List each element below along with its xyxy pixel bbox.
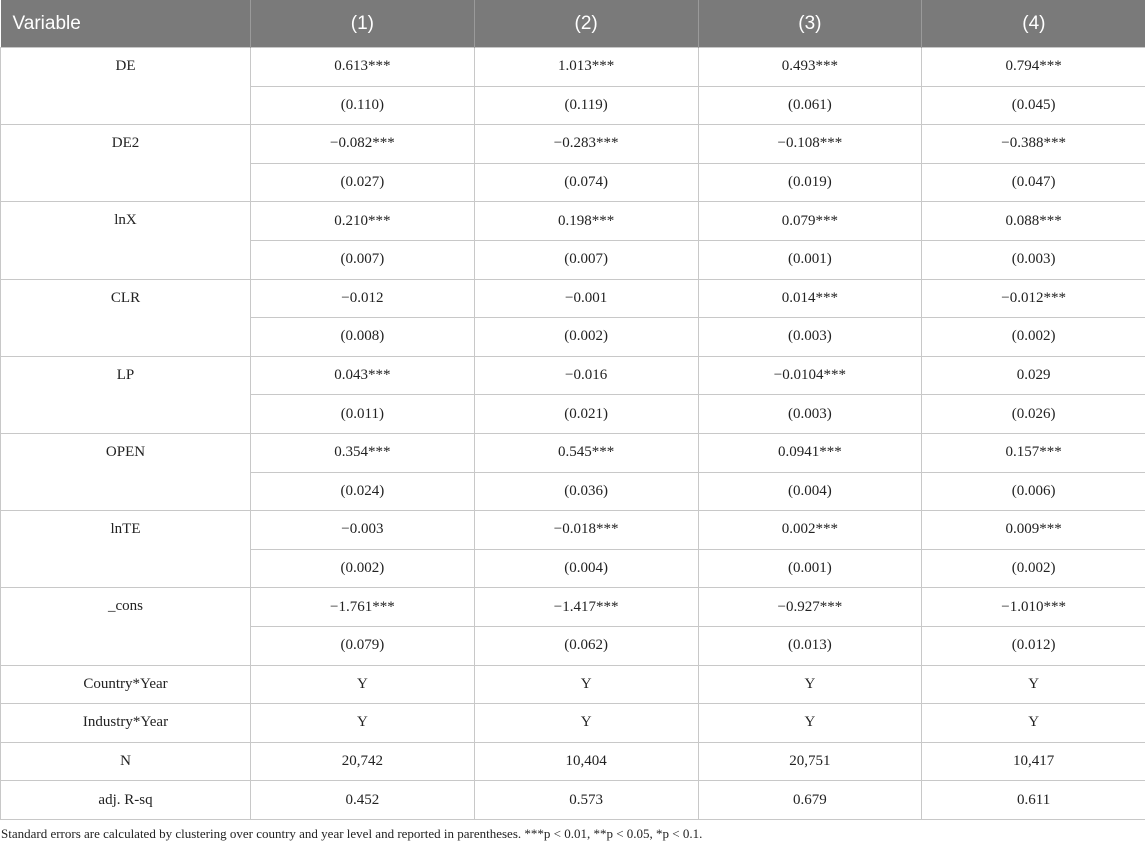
header-row xyxy=(1,0,1145,48)
coef-cell: −0.012 xyxy=(251,279,475,318)
coef-row xyxy=(1,125,1145,164)
coef-row xyxy=(1,588,1145,627)
se-cell: (0.002) xyxy=(922,318,1145,357)
header-col-1: (1) xyxy=(251,0,475,48)
coef-row xyxy=(1,511,1145,550)
stat-cell: Y xyxy=(698,704,922,743)
stat-cell: 0.611 xyxy=(922,781,1145,820)
se-cell: (0.003) xyxy=(922,240,1145,279)
stat-cell: Y xyxy=(922,665,1145,704)
coef-cell: 0.029 xyxy=(922,356,1145,395)
header-col-2: (2) xyxy=(474,0,698,48)
stat-cell: 0.452 xyxy=(251,781,475,820)
stat-cell: Y xyxy=(251,704,475,743)
stat-cell: 10,404 xyxy=(474,742,698,781)
se-cell: (0.003) xyxy=(698,395,922,434)
stat-label: Country*Year xyxy=(1,665,251,704)
variable-label: lnTE xyxy=(1,511,251,588)
coef-cell: −0.082*** xyxy=(251,125,475,164)
coef-cell: −0.0104*** xyxy=(698,356,922,395)
variable-label: LP xyxy=(1,356,251,433)
stat-label: N xyxy=(1,742,251,781)
se-cell: (0.007) xyxy=(474,240,698,279)
coef-cell: −0.283*** xyxy=(474,125,698,164)
se-cell: (0.004) xyxy=(698,472,922,511)
header-col-3: (3) xyxy=(698,0,922,48)
variable-label: lnX xyxy=(1,202,251,279)
se-cell: (0.062) xyxy=(474,626,698,665)
se-cell: (0.119) xyxy=(474,86,698,125)
stat-cell: 20,742 xyxy=(251,742,475,781)
stat-cell: Y xyxy=(922,704,1145,743)
coef-cell: −0.001 xyxy=(474,279,698,318)
se-cell: (0.074) xyxy=(474,163,698,202)
stat-label: adj. R-sq xyxy=(1,781,251,820)
se-cell: (0.019) xyxy=(698,163,922,202)
se-cell: (0.001) xyxy=(698,549,922,588)
coef-row xyxy=(1,279,1145,318)
coef-cell: 0.043*** xyxy=(251,356,475,395)
se-cell: (0.047) xyxy=(922,163,1145,202)
coef-cell: 0.014*** xyxy=(698,279,922,318)
coef-cell: 0.079*** xyxy=(698,202,922,241)
stat-cell: 10,417 xyxy=(922,742,1145,781)
se-cell: (0.003) xyxy=(698,318,922,357)
variable-label: CLR xyxy=(1,279,251,356)
se-cell: (0.079) xyxy=(251,626,475,665)
se-cell: (0.024) xyxy=(251,472,475,511)
stat-cell: Y xyxy=(698,665,922,704)
coef-cell: −0.018*** xyxy=(474,511,698,550)
se-cell: (0.036) xyxy=(474,472,698,511)
coef-cell: 0.157*** xyxy=(922,433,1145,472)
coef-cell: −1.761*** xyxy=(251,588,475,627)
coef-cell: 0.198*** xyxy=(474,202,698,241)
se-cell: (0.012) xyxy=(922,626,1145,665)
variable-label: OPEN xyxy=(1,433,251,510)
se-cell: (0.002) xyxy=(922,549,1145,588)
coef-cell: −0.927*** xyxy=(698,588,922,627)
se-cell: (0.110) xyxy=(251,86,475,125)
coef-cell: 0.794*** xyxy=(922,48,1145,87)
coef-cell: −1.417*** xyxy=(474,588,698,627)
stat-row xyxy=(1,742,1145,781)
coef-cell: 0.002*** xyxy=(698,511,922,550)
stat-cell: Y xyxy=(474,665,698,704)
se-cell: (0.026) xyxy=(922,395,1145,434)
stat-cell: Y xyxy=(474,704,698,743)
coef-cell: 0.009*** xyxy=(922,511,1145,550)
coef-row xyxy=(1,48,1145,87)
coef-row xyxy=(1,202,1145,241)
se-cell: (0.002) xyxy=(474,318,698,357)
stat-cell: 0.679 xyxy=(698,781,922,820)
coef-cell: 1.013*** xyxy=(474,48,698,87)
coef-cell: −0.012*** xyxy=(922,279,1145,318)
se-cell: (0.013) xyxy=(698,626,922,665)
coef-cell: 0.354*** xyxy=(251,433,475,472)
se-cell: (0.061) xyxy=(698,86,922,125)
coef-cell: 0.545*** xyxy=(474,433,698,472)
stat-cell: 0.573 xyxy=(474,781,698,820)
se-cell: (0.027) xyxy=(251,163,475,202)
se-cell: (0.006) xyxy=(922,472,1145,511)
coef-row xyxy=(1,433,1145,472)
variable-label: DE xyxy=(1,48,251,125)
stat-row xyxy=(1,704,1145,743)
coef-cell: −0.108*** xyxy=(698,125,922,164)
header-col-4: (4) xyxy=(922,0,1145,48)
se-cell: (0.007) xyxy=(251,240,475,279)
se-cell: (0.045) xyxy=(922,86,1145,125)
se-cell: (0.021) xyxy=(474,395,698,434)
se-cell: (0.004) xyxy=(474,549,698,588)
coef-cell: 0.493*** xyxy=(698,48,922,87)
coef-cell: −0.388*** xyxy=(922,125,1145,164)
stat-cell: 20,751 xyxy=(698,742,922,781)
se-cell: (0.008) xyxy=(251,318,475,357)
se-cell: (0.001) xyxy=(698,240,922,279)
variable-label: _cons xyxy=(1,588,251,665)
coef-cell: 0.088*** xyxy=(922,202,1145,241)
stat-cell: Y xyxy=(251,665,475,704)
variable-label: DE2 xyxy=(1,125,251,202)
coef-cell: 0.210*** xyxy=(251,202,475,241)
coef-row xyxy=(1,356,1145,395)
table-footnote: Standard errors are calculated by clustering over country and year level and reported in parentheses. ***p < 0.01, **p < 0.05, *p < 0.1. xyxy=(1,825,703,841)
coef-cell: −0.003 xyxy=(251,511,475,550)
coef-cell: 0.0941*** xyxy=(698,433,922,472)
stat-row xyxy=(1,781,1145,820)
header-variable: Variable xyxy=(1,0,251,48)
se-cell: (0.011) xyxy=(251,395,475,434)
se-cell: (0.002) xyxy=(251,549,475,588)
coef-cell: −1.010*** xyxy=(922,588,1145,627)
stat-row xyxy=(1,665,1145,704)
stat-label: Industry*Year xyxy=(1,704,251,743)
coef-cell: 0.613*** xyxy=(251,48,475,87)
coef-cell: −0.016 xyxy=(474,356,698,395)
